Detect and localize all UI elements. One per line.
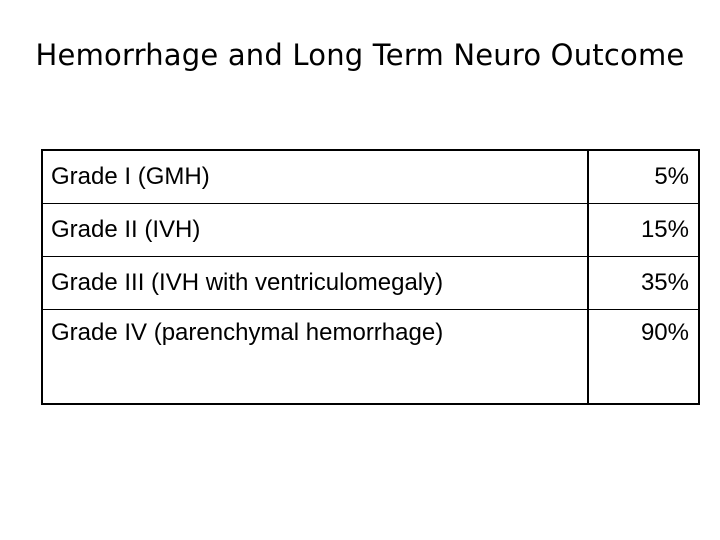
table-row bbox=[42, 150, 699, 204]
table-row bbox=[42, 310, 699, 405]
outcome-percent-cell: 15% bbox=[588, 204, 699, 257]
outcome-table bbox=[41, 149, 700, 405]
outcome-percent-cell: 35% bbox=[588, 257, 699, 310]
table-row bbox=[42, 257, 699, 310]
grade-cell: Grade IV (parenchymal hemorrhage) bbox=[42, 310, 588, 405]
grade-cell: Grade III (IVH with ventriculomegaly) bbox=[42, 257, 588, 310]
grade-cell: Grade I (GMH) bbox=[42, 150, 588, 204]
table-row bbox=[42, 204, 699, 257]
slide-title: Hemorrhage and Long Term Neuro Outcome bbox=[35, 38, 685, 72]
outcome-percent-cell: 5% bbox=[588, 150, 699, 204]
outcome-percent-cell: 90% bbox=[640, 319, 689, 346]
grade-cell: Grade II (IVH) bbox=[42, 204, 588, 257]
